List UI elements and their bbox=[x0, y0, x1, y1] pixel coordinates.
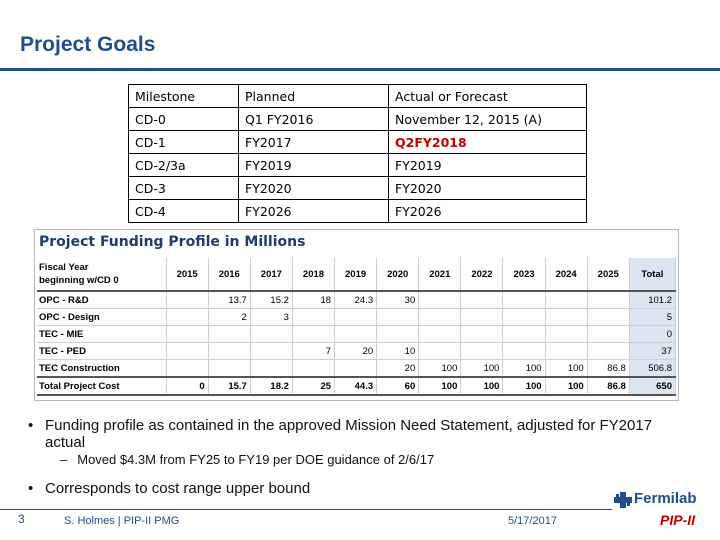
funding-value-cell: 25 bbox=[292, 377, 334, 395]
milestone-cell: CD-1 bbox=[129, 131, 239, 154]
funding-row-label: OPC - Design bbox=[37, 309, 166, 326]
funding-value-cell bbox=[587, 343, 629, 360]
funding-header-row bbox=[37, 258, 676, 291]
funding-value-cell: 18.2 bbox=[250, 377, 292, 395]
funding-value-cell: 100 bbox=[503, 377, 545, 395]
funding-value-cell bbox=[545, 291, 587, 309]
funding-value-cell: 0 bbox=[166, 377, 208, 395]
funding-value-cell: 15.2 bbox=[250, 291, 292, 309]
funding-value-cell: 3 bbox=[250, 309, 292, 326]
funding-total-cell: 506.8 bbox=[629, 360, 675, 378]
funding-value-cell: 100 bbox=[461, 360, 503, 378]
funding-value-cell: 15.7 bbox=[208, 377, 250, 395]
actual-cell-highlighted: Q2FY2018 bbox=[389, 131, 587, 154]
funding-value-cell bbox=[166, 360, 208, 378]
milestone-table bbox=[128, 84, 587, 223]
bullet-text: Funding profile as contained in the approved Mission Need Statement, adjusted for FY2017 actual bbox=[45, 417, 653, 451]
sub-bullet-text: Moved $4.3M from FY25 to FY19 per DOE guidance of 2/6/17 bbox=[77, 452, 435, 467]
funding-value-cell: 18 bbox=[292, 291, 334, 309]
funding-value-cell bbox=[166, 343, 208, 360]
funding-row-label: TEC - PED bbox=[37, 343, 166, 360]
funding-value-cell bbox=[419, 309, 461, 326]
funding-value-cell bbox=[377, 326, 419, 343]
sub-bullet-mark: – bbox=[60, 452, 68, 467]
slide-title: Project Goals bbox=[20, 33, 156, 56]
milestone-row bbox=[129, 154, 587, 177]
funding-value-cell bbox=[250, 343, 292, 360]
planned-cell: FY2026 bbox=[239, 200, 389, 223]
actual-cell: November 12, 2015 (A) bbox=[389, 108, 587, 131]
funding-row-label: TEC - MIE bbox=[37, 326, 166, 343]
year-header: 2016 bbox=[208, 258, 250, 291]
funding-value-cell bbox=[419, 326, 461, 343]
funding-value-cell: 24.3 bbox=[335, 291, 377, 309]
fiscal-year-label: Fiscal Year bbox=[39, 262, 89, 273]
funding-total-cell: 5 bbox=[629, 309, 675, 326]
funding-value-cell bbox=[461, 343, 503, 360]
funding-table bbox=[37, 258, 676, 396]
funding-value-cell: 86.8 bbox=[587, 360, 629, 378]
planned-cell: Q1 FY2016 bbox=[239, 108, 389, 131]
funding-title: Project Funding Profile in Millions bbox=[39, 234, 306, 250]
funding-value-cell: 20 bbox=[377, 360, 419, 378]
header-milestone: Milestone bbox=[129, 85, 239, 108]
funding-body bbox=[37, 291, 676, 395]
funding-value-cell: 13.7 bbox=[208, 291, 250, 309]
funding-row-label: TEC Construction bbox=[37, 360, 166, 378]
presenter-label: S. Holmes | PIP-II PMG bbox=[64, 515, 180, 527]
milestone-cell: CD-4 bbox=[129, 200, 239, 223]
bullet-mark: • bbox=[28, 417, 34, 434]
funding-value-cell bbox=[377, 309, 419, 326]
funding-value-cell bbox=[545, 343, 587, 360]
funding-value-cell bbox=[461, 291, 503, 309]
sub-bullet-moved-funds bbox=[60, 452, 434, 467]
funding-row-label: Total Project Cost bbox=[37, 377, 166, 395]
funding-value-cell bbox=[503, 326, 545, 343]
funding-value-cell bbox=[208, 326, 250, 343]
header-planned: Planned bbox=[239, 85, 389, 108]
fiscal-year-header bbox=[37, 258, 166, 291]
funding-value-cell: 30 bbox=[377, 291, 419, 309]
funding-value-cell bbox=[250, 360, 292, 378]
funding-value-cell bbox=[503, 309, 545, 326]
fiscal-year-sublabel: beginning w/CD 0 bbox=[39, 275, 119, 286]
milestone-header-row bbox=[129, 85, 587, 108]
funding-value-cell bbox=[166, 309, 208, 326]
planned-cell: FY2019 bbox=[239, 154, 389, 177]
funding-value-cell bbox=[461, 326, 503, 343]
milestone-cell: CD-0 bbox=[129, 108, 239, 131]
bullet-mark: • bbox=[28, 480, 34, 497]
logo-subtitle: PIP-II bbox=[660, 512, 696, 528]
funding-row bbox=[37, 309, 676, 326]
funding-value-cell bbox=[587, 291, 629, 309]
funding-value-cell: 2 bbox=[208, 309, 250, 326]
milestone-row bbox=[129, 108, 587, 131]
funding-total-cell: 101.2 bbox=[629, 291, 675, 309]
funding-value-cell bbox=[545, 326, 587, 343]
funding-total-cell: 650 bbox=[629, 377, 675, 395]
funding-value-cell bbox=[587, 309, 629, 326]
milestone-cell: CD-3 bbox=[129, 177, 239, 200]
funding-value-cell bbox=[292, 360, 334, 378]
funding-total-cell: 0 bbox=[629, 326, 675, 343]
funding-value-cell bbox=[587, 326, 629, 343]
header-actual: Actual or Forecast bbox=[389, 85, 587, 108]
funding-value-cell bbox=[292, 326, 334, 343]
year-header: 2024 bbox=[545, 258, 587, 291]
milestone-cell: CD-2/3a bbox=[129, 154, 239, 177]
funding-value-cell bbox=[166, 326, 208, 343]
funding-row bbox=[37, 360, 676, 378]
funding-value-cell bbox=[335, 326, 377, 343]
funding-profile-panel bbox=[34, 229, 679, 401]
fermilab-logo bbox=[614, 490, 714, 534]
funding-value-cell bbox=[545, 309, 587, 326]
year-header: 2023 bbox=[503, 258, 545, 291]
funding-value-cell: 100 bbox=[461, 377, 503, 395]
funding-value-cell bbox=[503, 343, 545, 360]
year-header: 2015 bbox=[166, 258, 208, 291]
milestone-row bbox=[129, 131, 587, 154]
year-header: 2020 bbox=[377, 258, 419, 291]
funding-total-cell: 37 bbox=[629, 343, 675, 360]
funding-value-cell bbox=[166, 291, 208, 309]
funding-value-cell: 20 bbox=[335, 343, 377, 360]
year-header: 2021 bbox=[419, 258, 461, 291]
title-divider bbox=[0, 68, 720, 71]
funding-value-cell: 100 bbox=[419, 360, 461, 378]
funding-value-cell bbox=[419, 291, 461, 309]
actual-cell: FY2026 bbox=[389, 200, 587, 223]
funding-value-cell bbox=[208, 360, 250, 378]
funding-value-cell bbox=[335, 309, 377, 326]
funding-value-cell: 44.3 bbox=[335, 377, 377, 395]
page-number: 3 bbox=[18, 512, 25, 526]
year-header: 2025 bbox=[587, 258, 629, 291]
milestone-row bbox=[129, 177, 587, 200]
funding-value-cell: 60 bbox=[377, 377, 419, 395]
funding-value-cell bbox=[461, 309, 503, 326]
funding-value-cell bbox=[250, 326, 292, 343]
funding-value-cell: 10 bbox=[377, 343, 419, 360]
planned-cell: FY2017 bbox=[239, 131, 389, 154]
funding-value-cell bbox=[335, 360, 377, 378]
funding-value-cell: 100 bbox=[419, 377, 461, 395]
bullet-text: Corresponds to cost range upper bound bbox=[45, 480, 311, 497]
funding-value-cell: 7 bbox=[292, 343, 334, 360]
funding-value-cell: 100 bbox=[503, 360, 545, 378]
funding-row bbox=[37, 377, 676, 395]
fermilab-icon bbox=[614, 492, 632, 508]
year-header: 2017 bbox=[250, 258, 292, 291]
funding-value-cell: 100 bbox=[545, 377, 587, 395]
funding-value-cell: 86.8 bbox=[587, 377, 629, 395]
actual-cell: FY2020 bbox=[389, 177, 587, 200]
milestone-row bbox=[129, 200, 587, 223]
year-header: 2018 bbox=[292, 258, 334, 291]
funding-row bbox=[37, 291, 676, 309]
funding-row bbox=[37, 343, 676, 360]
funding-value-cell bbox=[503, 291, 545, 309]
actual-cell: FY2019 bbox=[389, 154, 587, 177]
funding-value-cell bbox=[292, 309, 334, 326]
funding-row-label: OPC - R&D bbox=[37, 291, 166, 309]
funding-value-cell: 100 bbox=[545, 360, 587, 378]
footer-divider bbox=[0, 509, 612, 510]
funding-value-cell bbox=[208, 343, 250, 360]
logo-wordmark: Fermilab bbox=[634, 490, 697, 507]
funding-row bbox=[37, 326, 676, 343]
funding-value-cell bbox=[419, 343, 461, 360]
year-header: 2022 bbox=[461, 258, 503, 291]
planned-cell: FY2020 bbox=[239, 177, 389, 200]
slide-date: 5/17/2017 bbox=[508, 515, 557, 527]
total-column-header: Total bbox=[629, 258, 675, 291]
year-header: 2019 bbox=[335, 258, 377, 291]
